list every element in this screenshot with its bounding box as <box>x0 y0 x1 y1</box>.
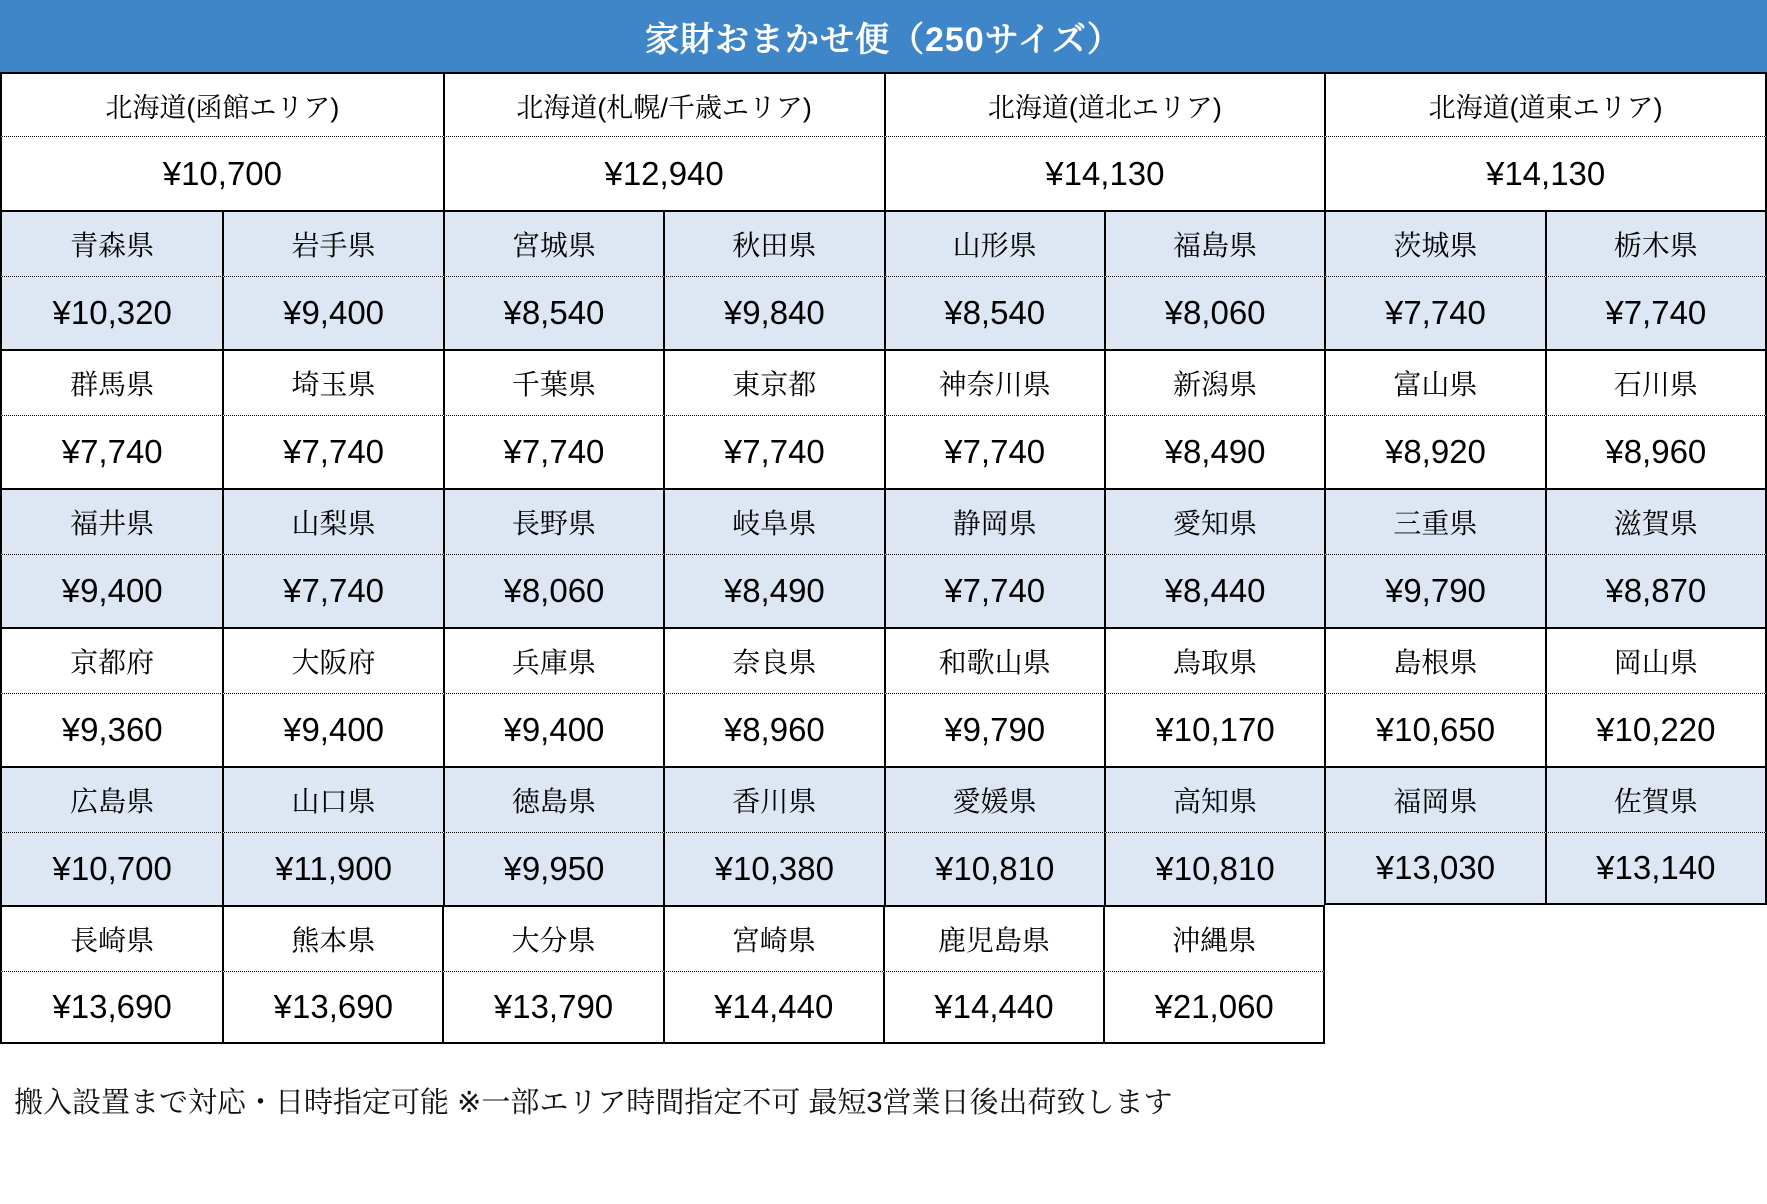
pref-name-cell: 東京都 <box>663 351 883 415</box>
pref-name-cell: 沖縄県 <box>1103 907 1323 971</box>
pref-price-cell: ¥8,490 <box>663 555 883 627</box>
pref-name-cell: 徳島県 <box>443 768 663 832</box>
pref-name-row <box>0 210 1767 276</box>
pref-price-cell: ¥13,690 <box>222 972 442 1042</box>
pref-name-cell: 兵庫県 <box>443 629 663 693</box>
pref-name-cell: 鹿児島県 <box>883 907 1103 971</box>
pref-price-cell: ¥10,220 <box>1545 694 1765 766</box>
hokkaido-area-name-row <box>0 72 1767 136</box>
footer-note: 搬入設置まで対応・日時指定可能 ※一部エリア時間指定不可 最短3営業日後出荷致します <box>14 1087 1173 1119</box>
area-name-cell: 北海道(札幌/千歳エリア) <box>443 74 884 136</box>
pref-price-cell: ¥8,060 <box>1104 277 1324 349</box>
pref-price-cell: ¥8,540 <box>443 277 663 349</box>
pref-price-cell: ¥7,740 <box>884 555 1104 627</box>
pref-price-cell: ¥9,790 <box>1324 555 1544 627</box>
pref-price-row <box>0 971 1325 1044</box>
pref-name-cell: 高知県 <box>1104 768 1324 832</box>
pref-name-cell: 愛知県 <box>1104 490 1324 554</box>
pref-price-cell: ¥10,650 <box>1324 694 1544 766</box>
pref-name-cell: 佐賀県 <box>1545 768 1765 832</box>
pref-name-cell: 山口県 <box>222 768 442 832</box>
pref-price-cell: ¥9,790 <box>884 694 1104 766</box>
pref-name-cell: 滋賀県 <box>1545 490 1765 554</box>
pref-price-cell: ¥13,140 <box>1545 833 1765 905</box>
pref-name-row <box>0 905 1325 971</box>
pref-price-cell: ¥7,740 <box>1545 277 1765 349</box>
pref-price-cell: ¥11,900 <box>222 833 442 905</box>
pref-name-row <box>0 627 1767 693</box>
pref-price-cell: ¥8,870 <box>1545 555 1765 627</box>
pref-price-cell: ¥7,740 <box>884 416 1104 488</box>
pref-price-cell: ¥9,950 <box>443 833 663 905</box>
pref-name-cell: 青森県 <box>70 230 155 261</box>
pref-price-cell: ¥10,380 <box>663 833 883 905</box>
pref-name-row <box>0 766 1767 832</box>
area-name-cell: 北海道(函館エリア) <box>105 92 340 123</box>
pref-price-cell: ¥9,840 <box>663 277 883 349</box>
pref-name-cell: 岩手県 <box>222 212 442 276</box>
pref-name-cell: 栃木県 <box>1545 212 1765 276</box>
pref-name-cell: 大分県 <box>442 907 662 971</box>
pref-price-cell: ¥8,960 <box>1545 416 1765 488</box>
pref-name-cell: 宮崎県 <box>663 907 883 971</box>
pref-price-cell: ¥8,920 <box>1324 416 1544 488</box>
pref-price-cell: ¥7,740 <box>663 416 883 488</box>
pref-price-row <box>0 554 1767 627</box>
pref-name-cell: 千葉県 <box>443 351 663 415</box>
pref-name-cell: 山形県 <box>884 212 1104 276</box>
pref-name-cell: 愛媛県 <box>884 768 1104 832</box>
pref-price-cell: ¥7,740 <box>1324 277 1544 349</box>
page-title: 家財おまかせ便（250サイズ） <box>644 20 1122 59</box>
pref-price-cell: ¥9,400 <box>443 694 663 766</box>
pref-price-cell: ¥13,030 <box>1324 833 1544 905</box>
pref-name-cell: 秋田県 <box>663 212 883 276</box>
pref-name-cell: 茨城県 <box>1324 212 1544 276</box>
pref-price-cell: ¥8,960 <box>663 694 883 766</box>
area-price-cell: ¥12,940 <box>443 137 884 210</box>
hokkaido-area-price-row <box>0 136 1767 210</box>
pref-price-cell: ¥8,490 <box>1104 416 1324 488</box>
pref-name-cell: 静岡県 <box>884 490 1104 554</box>
pref-price-cell: ¥8,440 <box>1104 555 1324 627</box>
pref-name-row <box>0 349 1767 415</box>
pref-price-cell: ¥21,060 <box>1103 972 1323 1042</box>
pref-price-row <box>0 693 1767 766</box>
pref-name-cell: 鳥取県 <box>1104 629 1324 693</box>
pref-name-cell: 三重県 <box>1324 490 1544 554</box>
pref-price-cell: ¥7,740 <box>61 433 163 470</box>
pref-name-cell: 神奈川県 <box>884 351 1104 415</box>
pref-price-cell: ¥7,740 <box>222 416 442 488</box>
title-bar <box>0 0 1767 72</box>
pref-name-cell: 熊本県 <box>222 907 442 971</box>
pref-price-cell: ¥14,440 <box>663 972 883 1042</box>
area-price-cell: ¥10,700 <box>162 154 283 192</box>
pref-price-cell: ¥8,060 <box>443 555 663 627</box>
pref-price-cell: ¥10,810 <box>1104 833 1324 905</box>
pref-name-cell: 福岡県 <box>1324 768 1544 832</box>
pref-price-cell: ¥13,690 <box>52 988 172 1025</box>
pref-price-cell: ¥10,320 <box>52 294 172 331</box>
pref-name-row <box>0 488 1767 554</box>
pref-price-cell: ¥9,400 <box>61 572 163 609</box>
pref-name-cell: 福島県 <box>1104 212 1324 276</box>
pref-name-cell: 石川県 <box>1545 351 1765 415</box>
pref-price-cell: ¥10,170 <box>1104 694 1324 766</box>
pref-name-cell: 福井県 <box>70 508 155 539</box>
area-price-cell: ¥14,130 <box>884 137 1325 210</box>
pref-name-cell: 香川県 <box>663 768 883 832</box>
area-name-cell: 北海道(道北エリア) <box>884 74 1325 136</box>
pref-price-cell: ¥7,740 <box>443 416 663 488</box>
pref-name-cell: 奈良県 <box>663 629 883 693</box>
pref-price-cell: ¥10,810 <box>884 833 1104 905</box>
pref-name-cell: 大阪府 <box>222 629 442 693</box>
pref-name-cell: 長崎県 <box>70 925 155 956</box>
pref-name-cell: 富山県 <box>1324 351 1544 415</box>
pref-name-cell: 長野県 <box>443 490 663 554</box>
pref-name-cell: 広島県 <box>70 786 155 817</box>
pref-price-row <box>0 276 1767 349</box>
pref-name-cell: 京都府 <box>70 647 155 678</box>
pref-name-cell: 群馬県 <box>70 369 155 400</box>
pref-name-cell: 宮城県 <box>443 212 663 276</box>
pref-name-cell: 岐阜県 <box>663 490 883 554</box>
pref-name-cell: 島根県 <box>1324 629 1544 693</box>
pref-price-row <box>0 832 1767 905</box>
pref-name-cell: 新潟県 <box>1104 351 1324 415</box>
pref-name-cell: 和歌山県 <box>884 629 1104 693</box>
pref-name-cell: 岡山県 <box>1545 629 1765 693</box>
pref-price-cell: ¥9,400 <box>222 694 442 766</box>
pref-price-cell: ¥13,790 <box>442 972 662 1042</box>
area-price-cell: ¥14,130 <box>1324 137 1765 210</box>
pref-price-cell: ¥14,440 <box>883 972 1103 1042</box>
pref-price-cell: ¥10,700 <box>52 850 172 887</box>
area-name-cell: 北海道(道東エリア) <box>1324 74 1765 136</box>
pref-price-cell: ¥9,400 <box>222 277 442 349</box>
pref-price-cell: ¥9,360 <box>61 711 163 748</box>
pref-price-cell: ¥8,540 <box>884 277 1104 349</box>
pref-price-row <box>0 415 1767 488</box>
pref-name-cell: 山梨県 <box>222 490 442 554</box>
pref-name-cell: 埼玉県 <box>222 351 442 415</box>
pref-price-cell: ¥7,740 <box>222 555 442 627</box>
